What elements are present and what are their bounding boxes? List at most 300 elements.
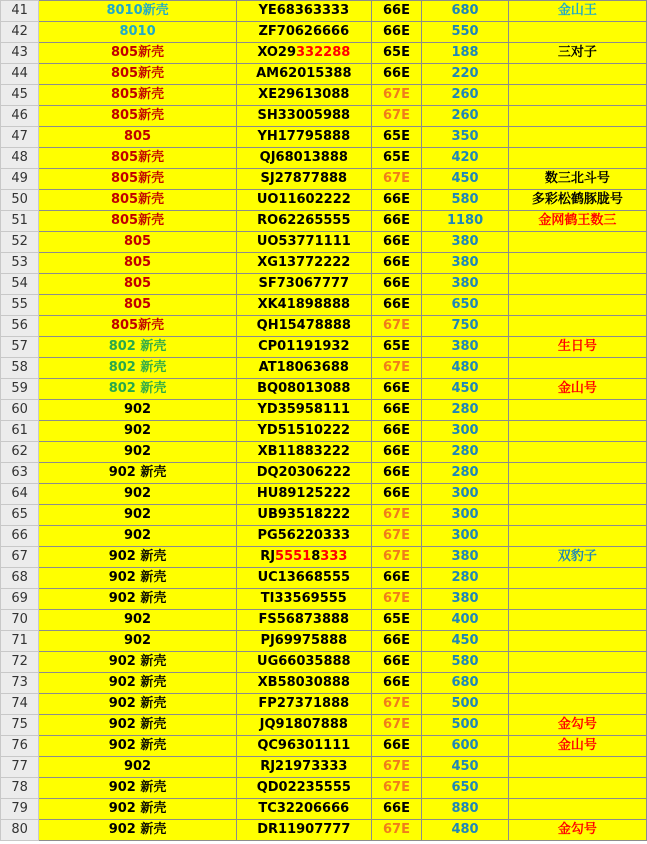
model-cell[interactable]: 805新壳 [39,169,237,190]
code-cell[interactable] [236,820,371,841]
code-cell[interactable] [236,337,371,358]
price-cell[interactable]: 300 [422,526,509,547]
code-cell[interactable] [236,1,371,22]
row-number: 58 [1,358,39,379]
note-cell[interactable] [508,778,646,799]
note-cell[interactable]: 数三北斗号 [508,169,646,190]
version-cell[interactable]: 66E [371,484,421,505]
note-cell[interactable]: 三对子 [508,43,646,64]
row-number: 78 [1,778,39,799]
version-cell[interactable]: 67E [371,778,421,799]
version-cell[interactable]: 66E [371,736,421,757]
note-cell[interactable]: 金山号 [508,736,646,757]
price-cell[interactable]: 680 [422,673,509,694]
version-cell[interactable]: 67E [371,316,421,337]
code-segment: UC13668555 [257,570,351,585]
code-cell[interactable] [236,400,371,421]
version-cell[interactable]: 65E [371,337,421,358]
price-cell[interactable]: 300 [422,484,509,505]
price-cell[interactable]: 380 [422,547,509,568]
table-row [1,463,647,484]
note-cell[interactable] [508,673,646,694]
table-row [1,589,647,610]
row-number: 76 [1,736,39,757]
note-cell[interactable] [508,316,646,337]
price-cell[interactable]: 300 [422,421,509,442]
table-row [1,505,647,526]
price-cell[interactable]: 280 [422,400,509,421]
code-segment: QH15478888 [256,318,351,333]
note-cell[interactable] [508,694,646,715]
table-row [1,526,647,547]
version-cell[interactable]: 66E [371,22,421,43]
model-cell[interactable]: 902 新壳 [39,463,237,484]
model-cell[interactable]: 902 [39,610,237,631]
model-cell[interactable]: 805新壳 [39,106,237,127]
row-number: 72 [1,652,39,673]
model-cell[interactable]: 902 新壳 [39,778,237,799]
table-row [1,694,647,715]
version-cell[interactable]: 66E [371,421,421,442]
version-cell[interactable]: 67E [371,505,421,526]
price-cell[interactable]: 380 [422,337,509,358]
note-cell[interactable] [508,421,646,442]
table-row [1,820,647,841]
table-row [1,106,647,127]
code-cell[interactable] [236,694,371,715]
code-segment: RJ [260,549,276,564]
note-cell[interactable] [508,442,646,463]
code-cell[interactable] [236,211,371,232]
code-segment: YD35958111 [257,402,351,417]
price-cell[interactable]: 300 [422,505,509,526]
code-cell[interactable] [236,22,371,43]
table-row [1,64,647,85]
note-cell[interactable]: 金山号 [508,379,646,400]
note-cell[interactable] [508,400,646,421]
model-cell[interactable]: 8010新壳 [39,1,237,22]
row-number: 50 [1,190,39,211]
row-number: 65 [1,505,39,526]
note-cell[interactable]: 金山王 [508,1,646,22]
price-cell[interactable]: 280 [422,568,509,589]
row-number: 52 [1,232,39,253]
price-cell[interactable]: 650 [422,778,509,799]
code-segment: XB58030888 [257,675,350,690]
note-cell[interactable] [508,85,646,106]
version-cell[interactable]: 67E [371,694,421,715]
model-cell[interactable]: 902 新壳 [39,568,237,589]
code-cell[interactable] [236,64,371,85]
code-cell[interactable] [236,127,371,148]
code-segment: HU89125222 [256,486,351,501]
note-cell[interactable] [508,568,646,589]
table-row [1,484,647,505]
version-cell[interactable]: 67E [371,547,421,568]
code-cell[interactable] [236,358,371,379]
note-cell[interactable] [508,484,646,505]
row-number: 53 [1,253,39,274]
version-cell[interactable]: 66E [371,274,421,295]
price-cell[interactable]: 600 [422,736,509,757]
model-cell[interactable]: 902 新壳 [39,799,237,820]
code-segment: YE68363333 [258,3,350,18]
note-cell[interactable]: 多彩松鹤豚胧号 [508,190,646,211]
row-number: 61 [1,421,39,442]
version-cell[interactable]: 66E [371,64,421,85]
row-number: 49 [1,169,39,190]
table-row [1,358,647,379]
price-cell[interactable]: 450 [422,169,509,190]
note-cell[interactable] [508,610,646,631]
model-cell[interactable]: 902 新壳 [39,715,237,736]
note-cell[interactable] [508,631,646,652]
code-cell[interactable] [236,610,371,631]
table-row [1,253,647,274]
row-number: 57 [1,337,39,358]
code-cell[interactable] [236,589,371,610]
code-cell[interactable] [236,631,371,652]
code-cell[interactable] [236,673,371,694]
code-segment: BQ08013088 [257,381,351,396]
row-number: 48 [1,148,39,169]
table-row [1,568,647,589]
code-segment: UO53771111 [256,234,351,249]
code-segment: YH17795888 [257,129,351,144]
code-segment: CP01191932 [258,339,350,354]
row-number: 55 [1,295,39,316]
version-cell[interactable]: 67E [371,358,421,379]
code-segment: SF73067777 [258,276,350,291]
row-number: 71 [1,631,39,652]
note-cell[interactable] [508,526,646,547]
model-cell[interactable]: 8010 [39,22,237,43]
price-cell[interactable]: 680 [422,1,509,22]
version-cell[interactable]: 65E [371,127,421,148]
code-segment: XG13772222 [257,255,351,270]
price-cell[interactable]: 550 [422,22,509,43]
row-number: 74 [1,694,39,715]
table-row [1,610,647,631]
code-cell[interactable] [236,190,371,211]
version-cell[interactable]: 66E [371,1,421,22]
price-cell[interactable]: 280 [422,442,509,463]
code-segment: SJ27877888 [260,171,348,186]
table-row [1,232,647,253]
code-cell[interactable] [236,484,371,505]
model-cell[interactable]: 805新壳 [39,211,237,232]
model-cell[interactable]: 902 新壳 [39,589,237,610]
note-cell[interactable] [508,295,646,316]
model-cell[interactable]: 805新壳 [39,85,237,106]
note-cell[interactable] [508,274,646,295]
row-number: 56 [1,316,39,337]
version-cell[interactable]: 67E [371,106,421,127]
sheet-body [1,1,647,841]
price-cell[interactable]: 280 [422,463,509,484]
row-number: 79 [1,799,39,820]
note-cell[interactable]: 金网鹤王数三 [508,211,646,232]
model-cell[interactable]: 805 [39,274,237,295]
table-row [1,316,647,337]
code-cell[interactable] [236,568,371,589]
model-cell[interactable]: 902 新壳 [39,736,237,757]
version-cell[interactable]: 66E [371,379,421,400]
note-cell[interactable] [508,652,646,673]
version-cell[interactable]: 67E [371,169,421,190]
version-cell[interactable]: 67E [371,757,421,778]
model-cell[interactable]: 805 [39,295,237,316]
code-segment: UB93518222 [257,507,351,522]
version-cell[interactable]: 66E [371,295,421,316]
row-number: 73 [1,673,39,694]
table-row [1,547,647,568]
code-segment: 5551 [275,549,312,564]
model-cell[interactable]: 902 [39,442,237,463]
price-cell[interactable]: 750 [422,316,509,337]
code-segment: XB11883222 [257,444,350,459]
table-row [1,1,647,22]
row-number: 51 [1,211,39,232]
code-cell[interactable] [236,652,371,673]
note-cell[interactable] [508,22,646,43]
code-cell[interactable] [236,778,371,799]
model-cell[interactable]: 805新壳 [39,148,237,169]
note-cell[interactable]: 金勾号 [508,820,646,841]
model-cell[interactable]: 805新壳 [39,316,237,337]
code-cell[interactable] [236,295,371,316]
code-cell[interactable] [236,547,371,568]
note-cell[interactable]: 生日号 [508,337,646,358]
code-segment: PG56220333 [257,528,351,543]
code-cell[interactable] [236,43,371,64]
price-cell[interactable]: 260 [422,85,509,106]
table-row [1,43,647,64]
code-segment: YD51510222 [257,423,351,438]
code-segment: RO62265555 [257,213,351,228]
table-row [1,190,647,211]
row-number: 41 [1,1,39,22]
table-row [1,85,647,106]
version-cell[interactable]: 66E [371,442,421,463]
table-row [1,442,647,463]
price-cell[interactable]: 450 [422,757,509,778]
model-cell[interactable]: 802 新壳 [39,337,237,358]
table-row [1,421,647,442]
price-cell[interactable]: 380 [422,274,509,295]
row-number: 45 [1,85,39,106]
table-row [1,379,647,400]
price-cell[interactable]: 260 [422,106,509,127]
note-cell[interactable] [508,64,646,85]
model-cell[interactable]: 902 新壳 [39,673,237,694]
version-cell[interactable]: 67E [371,526,421,547]
note-cell[interactable] [508,505,646,526]
version-cell[interactable]: 67E [371,715,421,736]
code-segment: QC96301111 [257,738,351,753]
model-cell[interactable]: 902 [39,484,237,505]
model-cell[interactable]: 902 [39,505,237,526]
row-number: 47 [1,127,39,148]
code-segment: XK41898888 [257,297,351,312]
price-cell[interactable]: 580 [422,652,509,673]
row-number: 66 [1,526,39,547]
model-cell[interactable]: 902 [39,631,237,652]
code-cell[interactable] [236,463,371,484]
row-number: 62 [1,442,39,463]
price-cell[interactable]: 188 [422,43,509,64]
code-cell[interactable] [236,316,371,337]
code-cell[interactable] [236,274,371,295]
price-cell[interactable]: 480 [422,820,509,841]
row-number: 46 [1,106,39,127]
code-cell[interactable] [236,85,371,106]
note-cell[interactable] [508,757,646,778]
price-cell[interactable]: 880 [422,799,509,820]
price-cell[interactable]: 650 [422,295,509,316]
row-number: 64 [1,484,39,505]
price-cell[interactable]: 420 [422,148,509,169]
note-cell[interactable] [508,253,646,274]
model-cell[interactable]: 805 [39,232,237,253]
code-segment: FS56873888 [258,612,350,627]
version-cell[interactable]: 66E [371,463,421,484]
table-row [1,715,647,736]
version-cell[interactable]: 66E [371,232,421,253]
model-cell[interactable]: 902 [39,400,237,421]
table-row [1,778,647,799]
model-cell[interactable]: 902 [39,526,237,547]
table-row [1,169,647,190]
version-cell[interactable]: 65E [371,148,421,169]
model-cell[interactable]: 802 新壳 [39,379,237,400]
price-cell[interactable]: 350 [422,127,509,148]
code-cell[interactable] [236,106,371,127]
price-cell[interactable]: 380 [422,589,509,610]
model-cell[interactable]: 902 [39,757,237,778]
code-segment: 333 [320,549,348,564]
code-cell[interactable] [236,421,371,442]
price-cell[interactable]: 450 [422,631,509,652]
code-cell[interactable] [236,505,371,526]
note-cell[interactable]: 金勾号 [508,715,646,736]
version-cell[interactable]: 65E [371,610,421,631]
code-cell[interactable] [236,379,371,400]
code-segment: 8 [311,549,321,564]
code-cell[interactable] [236,526,371,547]
code-segment: JQ91807888 [259,717,348,732]
note-cell[interactable] [508,358,646,379]
price-cell[interactable]: 500 [422,694,509,715]
version-cell[interactable]: 67E [371,589,421,610]
price-cell[interactable]: 380 [422,253,509,274]
table-row [1,799,647,820]
model-cell[interactable]: 805新壳 [39,64,237,85]
note-cell[interactable] [508,463,646,484]
model-cell[interactable]: 802 新壳 [39,358,237,379]
note-cell[interactable] [508,589,646,610]
model-cell[interactable]: 902 新壳 [39,820,237,841]
note-cell[interactable]: 双豹子 [508,547,646,568]
note-cell[interactable] [508,148,646,169]
price-cell[interactable]: 1180 [422,211,509,232]
price-cell[interactable]: 220 [422,64,509,85]
price-cell[interactable]: 400 [422,610,509,631]
version-cell[interactable]: 65E [371,43,421,64]
code-segment: TI33569555 [260,591,347,606]
row-number: 70 [1,610,39,631]
version-cell[interactable]: 66E [371,652,421,673]
version-cell[interactable]: 67E [371,85,421,106]
version-cell[interactable]: 66E [371,190,421,211]
code-cell[interactable] [236,253,371,274]
table-row [1,736,647,757]
code-segment: AT18063688 [258,360,349,375]
price-cell[interactable]: 450 [422,379,509,400]
table-row [1,127,647,148]
code-cell[interactable] [236,736,371,757]
table-row [1,652,647,673]
row-number: 67 [1,547,39,568]
table-row [1,274,647,295]
model-cell[interactable]: 805 [39,253,237,274]
model-cell[interactable]: 805新壳 [39,190,237,211]
code-cell[interactable] [236,715,371,736]
version-cell[interactable]: 66E [371,400,421,421]
model-cell[interactable]: 805新壳 [39,43,237,64]
table-row [1,22,647,43]
price-cell[interactable]: 580 [422,190,509,211]
model-cell[interactable]: 902 新壳 [39,652,237,673]
code-segment: FP27371888 [258,696,350,711]
code-cell[interactable] [236,169,371,190]
price-cell[interactable]: 500 [422,715,509,736]
version-cell[interactable]: 66E [371,673,421,694]
code-segment: QD02235555 [256,780,351,795]
code-cell[interactable] [236,232,371,253]
note-cell[interactable] [508,106,646,127]
row-number: 69 [1,589,39,610]
version-cell[interactable]: 66E [371,631,421,652]
code-cell[interactable] [236,442,371,463]
version-cell[interactable]: 66E [371,799,421,820]
note-cell[interactable] [508,799,646,820]
row-number: 68 [1,568,39,589]
row-number: 59 [1,379,39,400]
code-segment: UG66035888 [257,654,351,669]
note-cell[interactable] [508,127,646,148]
table-row [1,673,647,694]
version-cell[interactable]: 66E [371,568,421,589]
model-cell[interactable]: 805 [39,127,237,148]
note-cell[interactable] [508,232,646,253]
code-segment: QJ68013888 [259,150,348,165]
code-segment: UO11602222 [256,192,351,207]
price-cell[interactable]: 480 [422,358,509,379]
code-cell[interactable] [236,757,371,778]
row-number: 44 [1,64,39,85]
version-cell[interactable]: 66E [371,211,421,232]
model-cell[interactable]: 902 [39,421,237,442]
price-cell[interactable]: 380 [422,232,509,253]
code-cell[interactable] [236,148,371,169]
model-cell[interactable]: 902 新壳 [39,547,237,568]
model-cell[interactable]: 902 新壳 [39,694,237,715]
code-segment: DQ20306222 [256,465,351,480]
code-cell[interactable] [236,799,371,820]
version-cell[interactable]: 66E [371,253,421,274]
version-cell[interactable]: 67E [371,820,421,841]
